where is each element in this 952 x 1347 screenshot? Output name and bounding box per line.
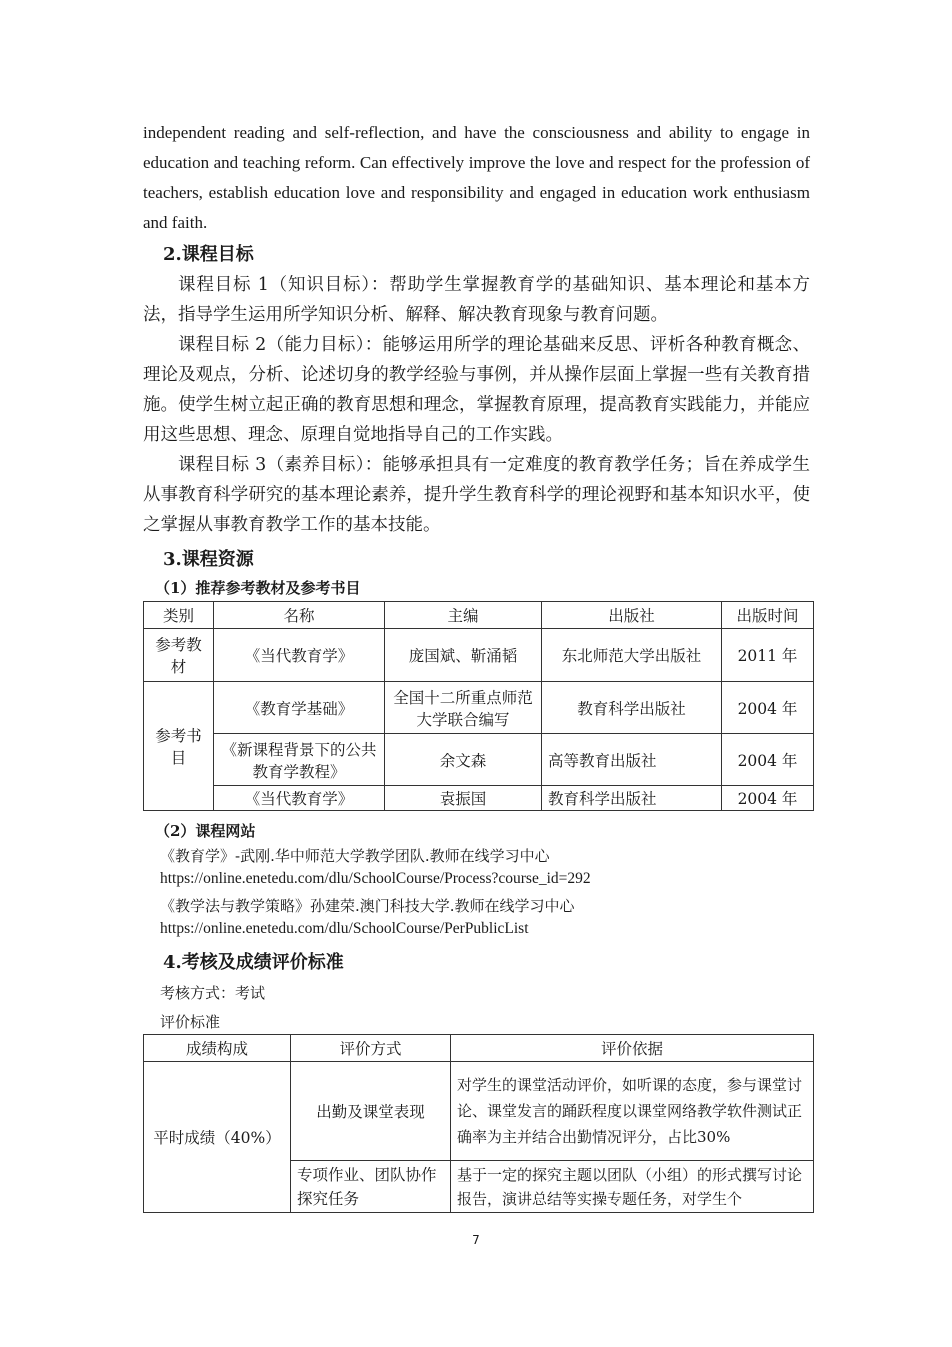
category-cell: 参考书目 (144, 682, 214, 811)
section-3-title: 3.课程资源 (163, 549, 254, 570)
table-row (144, 1062, 814, 1161)
course-site-1-name: 《教育学》-武刚.华中师范大学教学团队.教师在线学习中心 (160, 847, 550, 865)
goal-1-paragraph: 课程目标 1（知识目标）：帮助学生掌握教育学的基础知识、基本理论和基本方法，指导学生运用所学知识分析、解释、解决教育现象与教育问题。 (143, 275, 810, 325)
basis-cell: 对学生的课堂活动评价，如听课的态度，参与课堂讨论、课堂发言的踊跃程度以课堂网络教学软件测试正确率为主并结合出勤情况评分，占比30% (451, 1062, 814, 1161)
header-name: 名称 (214, 602, 385, 629)
header-year: 出版时间 (722, 602, 814, 629)
year-cell: 2004 年 (722, 734, 814, 786)
method-cell: 出勤及课堂表现 (291, 1062, 451, 1161)
header-publisher: 出版社 (542, 602, 722, 629)
goal-3-paragraph: 课程目标 3（素养目标）：能够承担具有一定难度的教育教学任务；旨在养成学生从事教育科学研究的基本理论素养，提升学生教育科学的理论视野和基本知识水平，使之掌握从事教育教学工作的基本技能。 (143, 455, 810, 535)
criteria-label: 评价标准 (160, 1013, 221, 1031)
course-site-2-url[interactable]: https://online.enetedu.com/dlu/SchoolCourse/PerPublicList (160, 920, 529, 937)
editor-cell: 全国十二所重点师范大学联合编写 (385, 682, 542, 734)
section-4-title: 4.考核及成绩评价标准 (163, 952, 344, 973)
subsection-1-title: （1）推荐参考教材及参考书目 (155, 579, 361, 597)
publisher-cell: 教育科学出版社 (542, 682, 722, 734)
table-row (144, 734, 814, 786)
category-cell: 参考教材 (144, 629, 214, 682)
section-2-title: 2.课程目标 (163, 244, 254, 265)
grade-component-cell: 平时成绩（40%） (144, 1062, 291, 1213)
header-basis: 评价依据 (451, 1035, 814, 1062)
year-cell: 2011 年 (722, 629, 814, 682)
year-cell: 2004 年 (722, 786, 814, 811)
table-row (144, 786, 814, 811)
table-row (144, 682, 814, 734)
method-cell: 专项作业、团队协作探究任务 (291, 1161, 451, 1213)
book-name-cell: 《当代教育学》 (214, 786, 385, 811)
grading-table (143, 1034, 814, 1213)
goal-2-paragraph: 课程目标 2（能力目标）：能够运用所学的理论基础来反思、评析各种教育概念、理论及观点，分析、论述切身的教学经验与事例，并从操作层面上掌握一些有关教育措施。使学生树立起正确的教育思想和理念，掌握教育原理，提高教育实践能力，并能应用这些思想、理念、原理自觉地指导自己的工作实践。 (143, 335, 810, 445)
header-editor: 主编 (385, 602, 542, 629)
table-header-row (144, 1035, 814, 1062)
intro-english-paragraph: independent reading and self-reflection, and have the consciousness and ability to engage in education and teaching reform. Can effectively improve the love and respect for the profession of teachers, establish education love and responsibility and engaged in education work enthusiasm and faith. (143, 123, 810, 232)
basis-cell: 基于一定的探究主题以团队（小组）的形式撰写讨论报告，演讲总结等实操专题任务，对学生个 (451, 1161, 814, 1213)
book-name-cell: 《教育学基础》 (214, 682, 385, 734)
header-method: 评价方式 (291, 1035, 451, 1062)
course-site-1-url[interactable]: https://online.enetedu.com/dlu/SchoolCourse/Process?course_id=292 (160, 870, 591, 887)
editor-cell: 袁振国 (385, 786, 542, 811)
publisher-cell: 高等教育出版社 (542, 734, 722, 786)
table-row (144, 629, 814, 682)
publisher-cell: 教育科学出版社 (542, 786, 722, 811)
book-name-cell: 《新课程背景下的公共教育学教程》 (214, 734, 385, 786)
subsection-2-title: （2）课程网站 (155, 822, 256, 840)
table-header-row (144, 602, 814, 629)
reference-books-table (143, 601, 814, 811)
assessment-method: 考核方式：考试 (160, 984, 266, 1002)
year-cell: 2004 年 (722, 682, 814, 734)
editor-cell: 余文森 (385, 734, 542, 786)
header-category: 类别 (144, 602, 214, 629)
book-name-cell: 《当代教育学》 (214, 629, 385, 682)
publisher-cell: 东北师范大学出版社 (542, 629, 722, 682)
editor-cell: 庞国斌、靳涌韬 (385, 629, 542, 682)
header-component: 成绩构成 (144, 1035, 291, 1062)
page-number: 7 (472, 1233, 480, 1247)
course-goals (143, 270, 810, 540)
course-site-2-name: 《教学法与教学策略》孙建荣.澳门科技大学.教师在线学习中心 (160, 897, 575, 915)
